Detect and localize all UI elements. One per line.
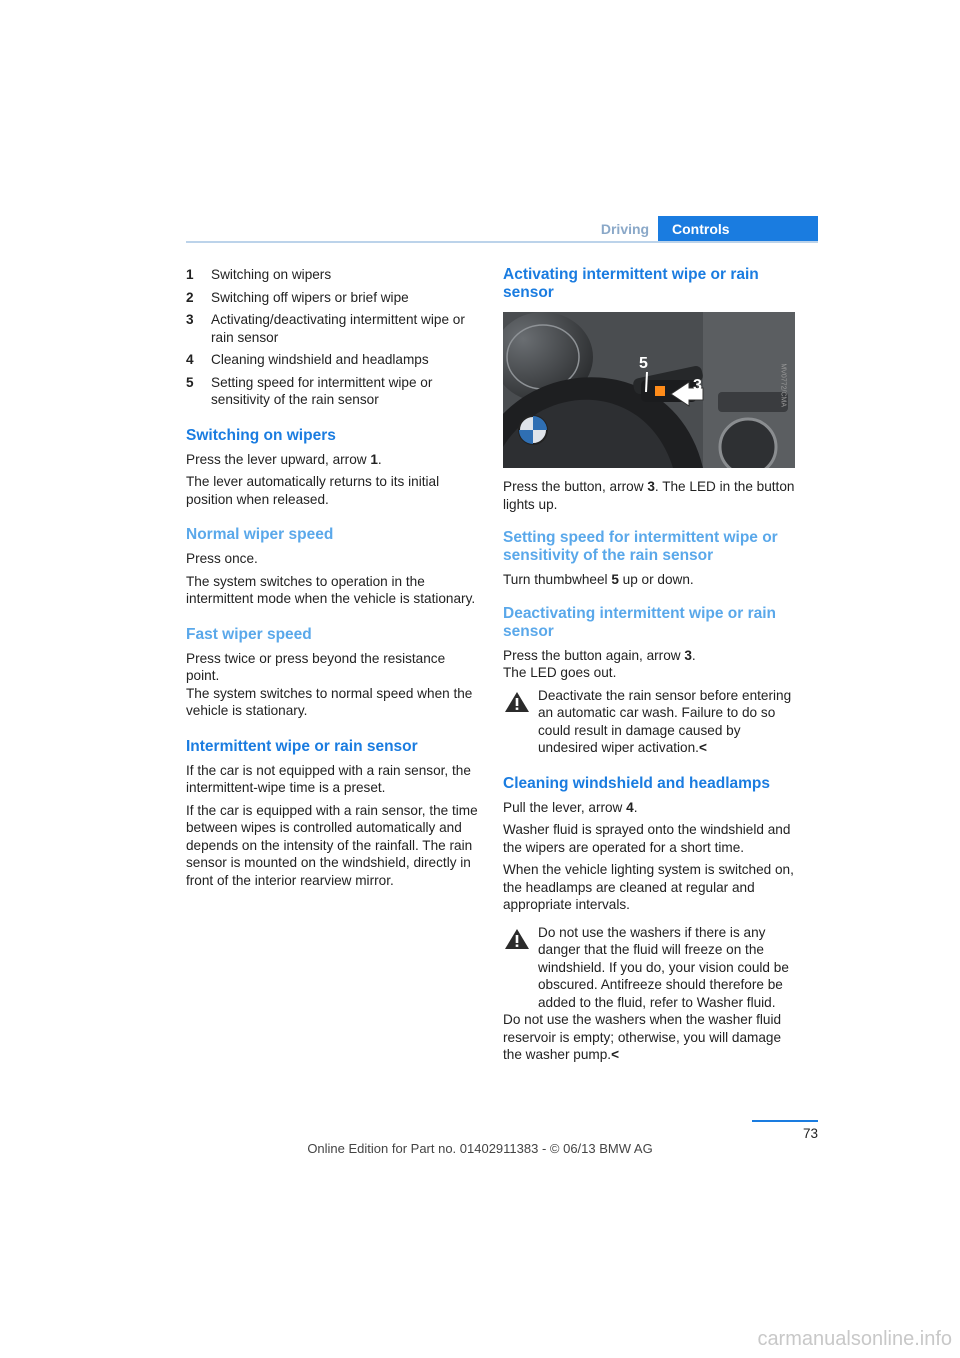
paragraph: Press the lever upward, arrow 1. [186,451,382,467]
callout-label-5: 5 [639,355,648,372]
warning-text: Do not use the washers if there is any danger that the fluid will freeze on the windshield. If you do, your vision could be obscured. Antifreeze should therefore be added to the fluid, refer to Washer fluid. [538,924,789,1010]
right-column [503,266,795,1069]
header-divider [186,241,818,243]
left-column [186,266,480,894]
list-number: 4 [186,352,194,367]
list-item [186,266,480,284]
edition-footer: Online Edition for Part no. 01402911383 - © 06/13 BMW AG [307,1141,653,1156]
section-setting-speed [503,529,795,589]
page-number: 73 [802,1126,818,1141]
section-deactivating [503,605,795,757]
paragraph: Turn thumbwheel 5 up or down. [503,572,694,587]
list-number: 5 [186,374,194,390]
heading-intermittent: Intermittent wipe or rain sensor [186,737,418,755]
list-text: Switching off wipers or brief wipe [211,289,409,305]
heading-deactivating: Deactivating intermittent wipe or rain sensor [503,604,777,640]
section-normal-speed [186,526,480,608]
list-text: Cleaning windshield and headlamps [211,352,429,367]
list-number: 1 [186,267,194,282]
paragraph: The LED goes out. [503,665,617,680]
list-item [186,374,480,409]
steering-wheel-photo [503,312,795,468]
watermark: carmanualsonline.info [757,1328,952,1350]
paragraph: Press twice or press beyond the resistance point. [186,650,446,683]
heading-switching-on: Switching on wipers [186,426,336,444]
callout-label-3: 3 [693,377,702,394]
warning-note [503,687,795,757]
section-switching-on [186,427,480,509]
heading-setting-speed: Setting speed for intermittent wipe or sensitivity of the rain sensor [503,529,778,564]
paragraph: Press the button again, arrow 3. [503,647,696,663]
image-code: MV0772/CMA [780,363,787,407]
paragraph: Press once. [186,551,258,566]
list-item [186,289,480,307]
heading-cleaning: Cleaning windshield and headlamps [503,774,770,792]
paragraph: Pull the lever, arrow 4. [503,799,638,815]
paragraph: The system switches to normal speed when the vehicle is stationary. [186,685,473,718]
warning-text: Do not use the washers when the washer fluid reservoir is empty; otherwise, you will damage the washer pump.< [503,1012,782,1062]
warning-text: Deactivate the rain sensor before entering an automatic car wash. Failure to do so could result in damage caused by undesired wiper activation.< [538,687,792,755]
steering-wheel-illustration [503,312,795,468]
heading-fast-speed: Fast wiper speed [186,625,312,643]
header-tabs [592,216,818,242]
footer-divider [752,1120,818,1122]
list-text: Activating/deactivating intermittent wipe or rain sensor [211,312,465,345]
warning-icon [503,690,531,714]
section-cleaning [503,775,795,1064]
section-intermittent [186,738,480,890]
list-number: 2 [186,289,194,305]
legend-list [186,266,480,409]
warning-note [503,924,795,1064]
warning-icon [503,927,531,951]
chapter-tab-controls: Controls [658,216,818,242]
heading-activating: Activating intermittent wipe or rain sensor [503,266,759,301]
list-text: Switching on wipers [211,267,332,282]
paragraph: When the vehicle lighting system is switched on, the headlamps are cleaned at regular and appropriate intervals. [503,862,794,912]
list-item [186,311,480,346]
end-mark: < [611,1047,620,1062]
section-activating [503,266,795,513]
list-text: Setting speed for intermittent wipe or sensitivity of the rain sensor [211,374,433,407]
section-fast-speed [186,626,480,720]
list-number: 3 [186,312,194,327]
paragraph: If the car is not equipped with a rain sensor, the intermittent-wipe time is a preset. [186,762,471,795]
paragraph: If the car is equipped with a rain sensor, the time between wipes is controlled automatically and depends on the intensity of the rainfall. The rain sensor is mounted on the windshield, directly in front of the interior rearview mirror. [186,802,478,888]
section-tab-driving: Driving [600,221,650,237]
paragraph: Press the button, arrow 3. The LED in the button lights up. [503,479,795,512]
paragraph: The lever automatically returns to its initial position when released. [186,474,440,507]
paragraph: Washer fluid is sprayed onto the windshield and the wipers are operated for a short time. [503,822,791,855]
end-mark: < [698,740,707,755]
heading-normal-speed: Normal wiper speed [186,526,334,543]
list-item [186,351,480,369]
paragraph: The system switches to operation in the intermittent mode when the vehicle is stationary. [186,573,476,606]
